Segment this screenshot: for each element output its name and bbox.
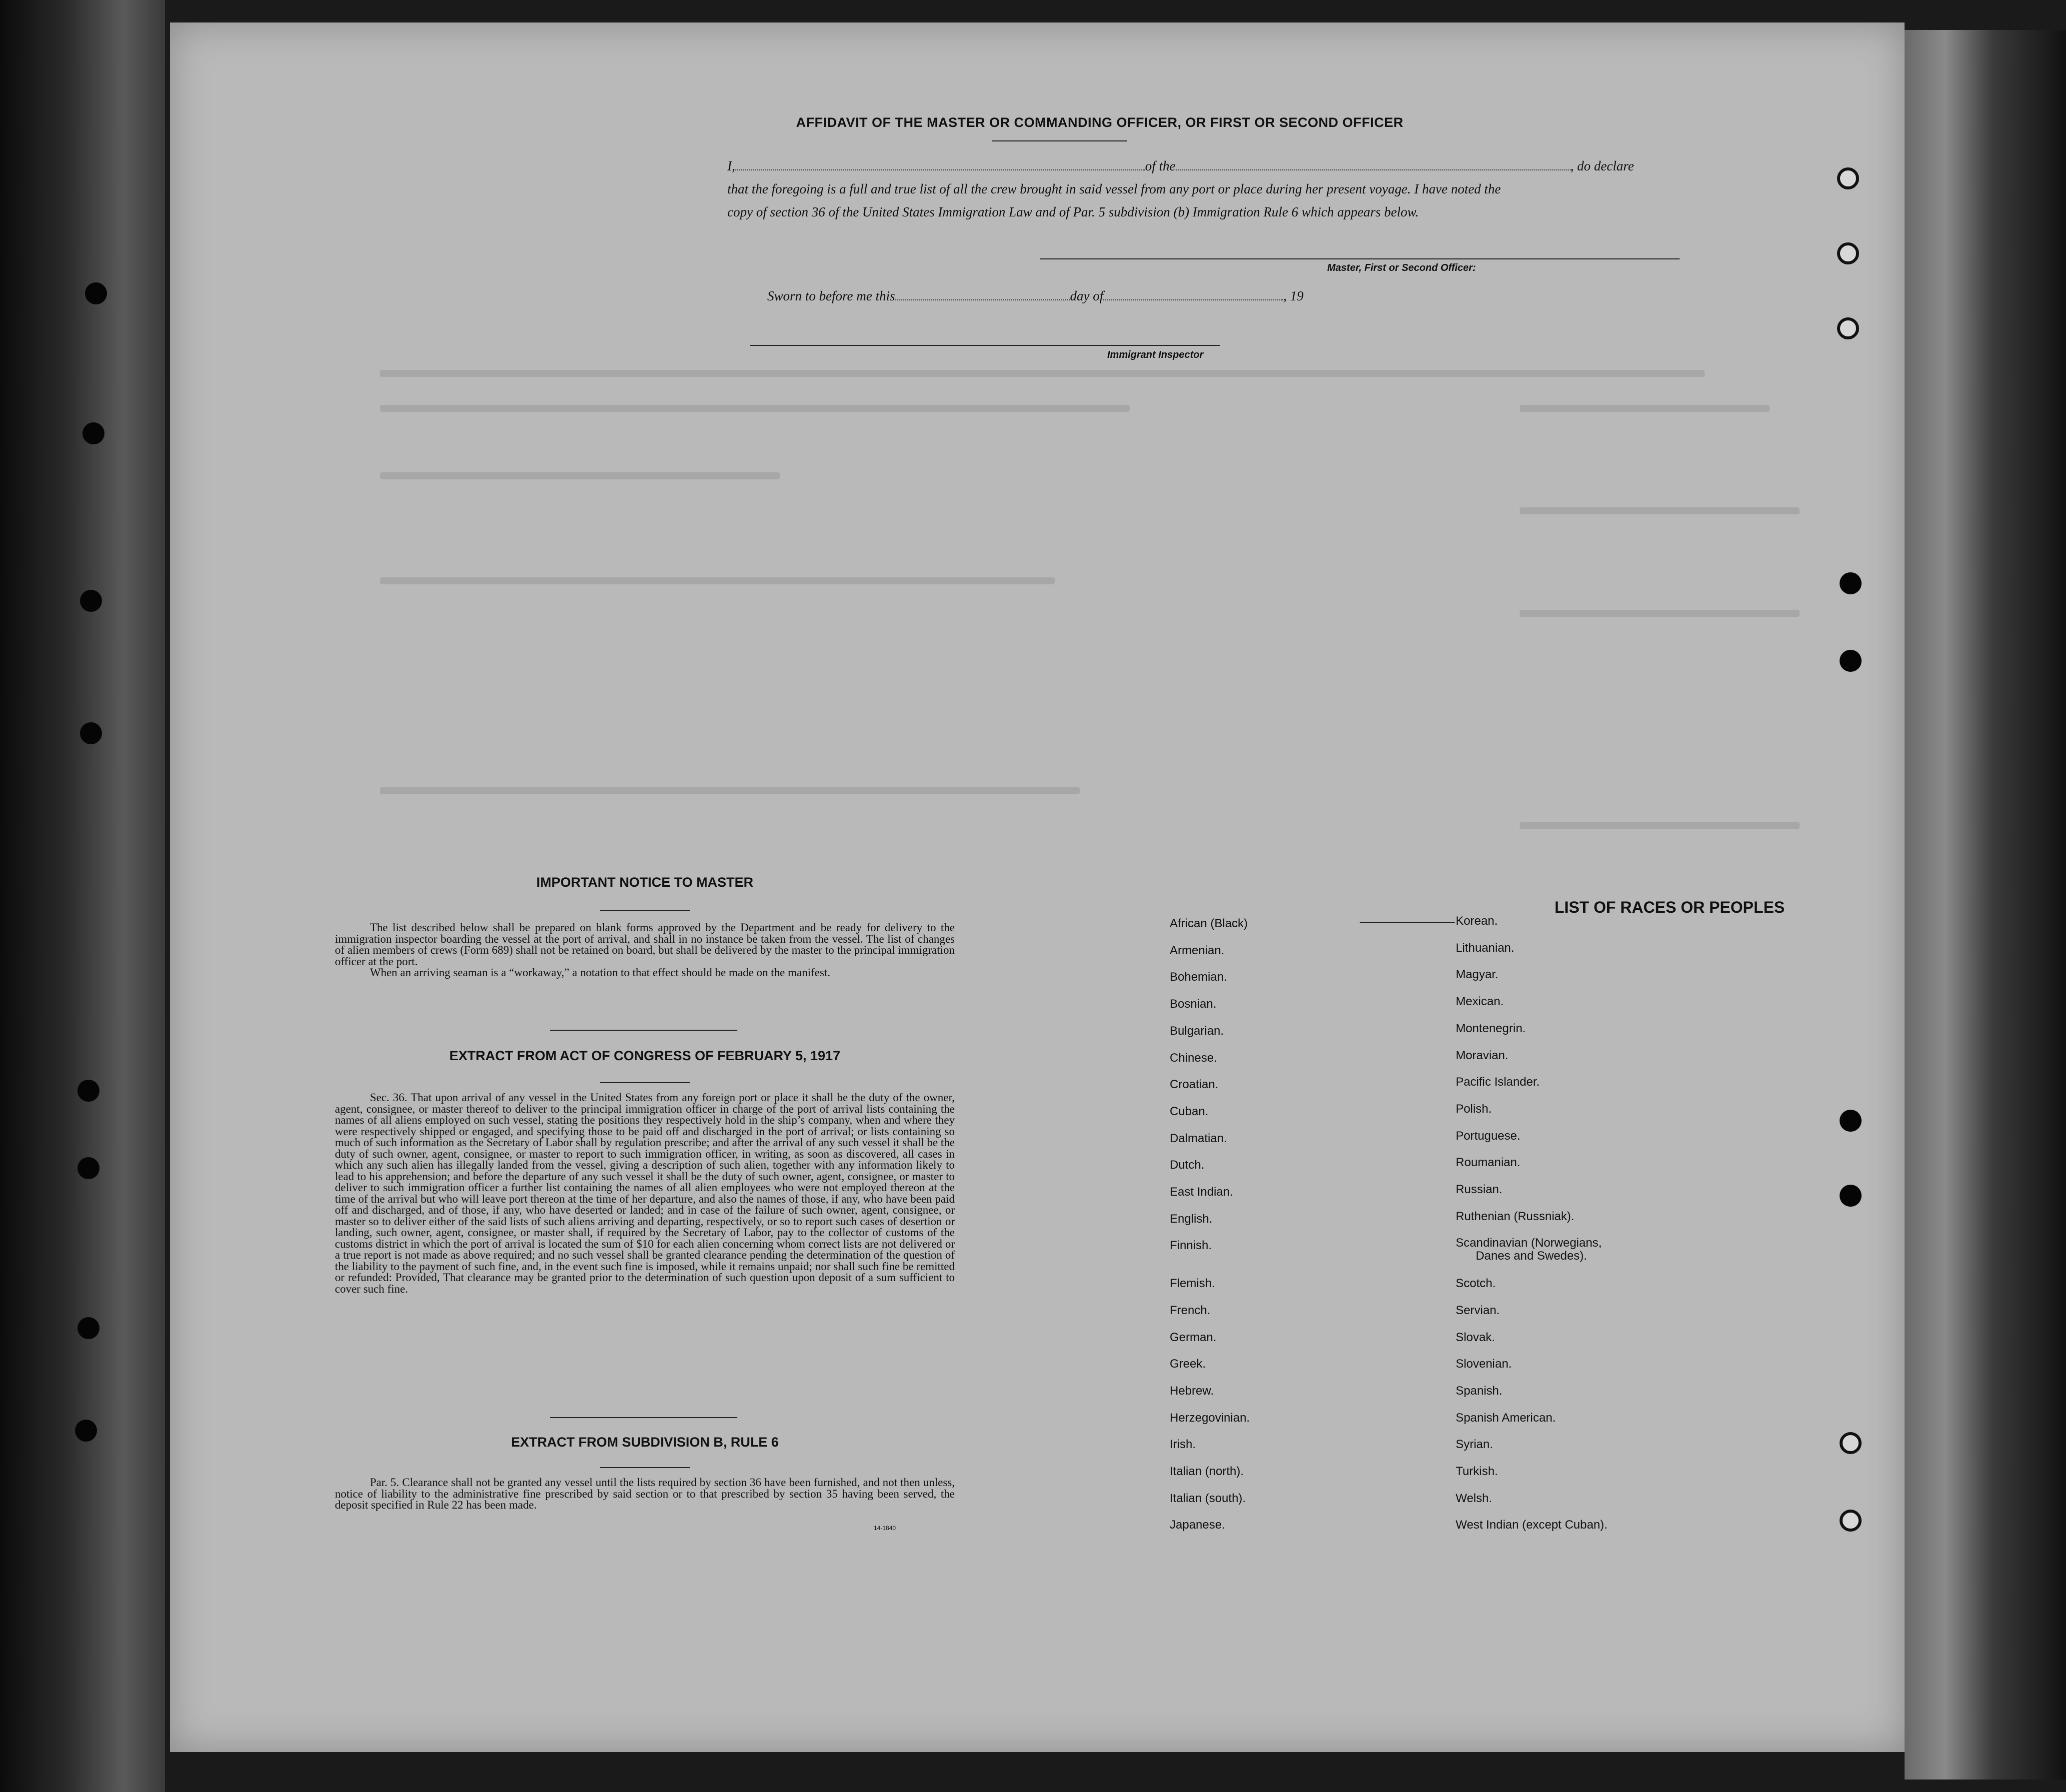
race-item: Bulgarian. — [1170, 1024, 1224, 1038]
punch-hole-icon — [80, 722, 102, 744]
races-title: LIST OF RACES OR PEOPLES — [1554, 898, 1785, 916]
sworn-month-field[interactable] — [1103, 299, 1283, 300]
race-item: Bosnian. — [1170, 997, 1217, 1011]
race-item: Finnish. — [1170, 1239, 1212, 1253]
race-item: West Indian (except Cuban). — [1456, 1518, 1608, 1532]
punch-hole-icon — [1837, 167, 1859, 189]
race-item: Italian (north). — [1170, 1465, 1244, 1478]
rule-extract-body — [335, 1477, 955, 1511]
form-number: 14-1840 — [874, 1525, 896, 1532]
race-item: Chinese. — [1170, 1051, 1217, 1065]
sworn-text: Sworn to before me this — [767, 288, 895, 303]
notice-body — [335, 922, 955, 979]
race-item: Slovak. — [1456, 1330, 1495, 1344]
affidavit-line-2: that the foregoing is a full and true list of all the crew brought in said vessel from any port or place during her present voyage. I have noted the — [727, 181, 1501, 196]
bleed-through-row — [380, 577, 1055, 584]
race-item: Portuguese. — [1456, 1129, 1521, 1143]
race-item: Scandinavian (Norwegians, — [1456, 1236, 1602, 1250]
race-item: Turkish. — [1456, 1465, 1498, 1478]
race-item: Slovenian. — [1456, 1357, 1512, 1371]
race-item: French. — [1170, 1303, 1211, 1317]
punch-hole-icon — [77, 1157, 99, 1179]
race-item: Hebrew. — [1170, 1384, 1214, 1398]
race-item: Greek. — [1170, 1357, 1206, 1371]
bleed-through-row — [380, 787, 1080, 794]
race-item: Armenian. — [1170, 943, 1225, 957]
bleed-through-row — [1520, 610, 1800, 617]
punch-hole-icon — [1840, 1510, 1862, 1532]
punch-hole-icon — [75, 1420, 97, 1442]
master-signature-caption: Master, First or Second Officer: — [1327, 262, 1476, 273]
affidavit-text: I, — [727, 158, 735, 173]
notice-paragraph: When an arriving seaman is a “workaway,” a notation to that effect should be made on the manifest. — [370, 966, 830, 979]
race-item: Irish. — [1170, 1438, 1196, 1452]
vessel-name-field[interactable] — [1176, 169, 1571, 170]
bleed-through-row — [1520, 822, 1800, 829]
scan-border-left — [0, 0, 165, 1792]
notice-title: IMPORTANT NOTICE TO MASTER — [536, 875, 753, 890]
bleed-through-row — [380, 472, 780, 479]
bleed-through-row — [380, 405, 1130, 412]
race-item: Flemish. — [1170, 1277, 1215, 1291]
race-item: Herzegovinian. — [1170, 1411, 1250, 1425]
race-item: Italian (south). — [1170, 1491, 1246, 1505]
divider — [550, 1417, 737, 1418]
race-item: Mexican. — [1456, 995, 1504, 1009]
punch-hole-icon — [80, 590, 102, 612]
race-item: Ruthenian (Russniak). — [1456, 1209, 1575, 1223]
punch-hole-icon — [77, 1317, 99, 1339]
race-item: Magyar. — [1456, 968, 1499, 982]
punch-hole-icon — [1840, 650, 1862, 672]
inspector-signature-line[interactable] — [750, 345, 1220, 346]
race-item: Japanese. — [1170, 1518, 1225, 1532]
divider — [1360, 922, 1455, 923]
race-item: Korean. — [1456, 914, 1498, 928]
race-item: German. — [1170, 1330, 1217, 1344]
race-item: Syrian. — [1456, 1438, 1493, 1452]
race-item: Montenegrin. — [1456, 1021, 1526, 1035]
affidavit-line-1 — [727, 158, 1677, 174]
bleed-through-row — [1520, 405, 1770, 412]
race-item: Lithuanian. — [1456, 941, 1515, 955]
affidavit-text: , do declare — [1570, 158, 1634, 173]
race-item: Danes and Swedes). — [1476, 1249, 1587, 1263]
divider — [992, 140, 1127, 141]
affidavit-text: of the — [1145, 158, 1176, 173]
notice-paragraph: The list described below shall be prepared on blank forms approved by the Department and be ready for delivery to the immigration inspector boarding the vessel at the port of arrival, and shall in no instance be taken from the vessel. The list of changes of alien members of crews (Form 689) shall not be retained on board, but shall be delivered by the master to the principal immigration officer at the port. — [335, 921, 955, 968]
punch-hole-icon — [1840, 1432, 1862, 1454]
race-item: Polish. — [1456, 1102, 1492, 1116]
race-item: Scotch. — [1456, 1277, 1496, 1291]
punch-hole-icon — [82, 422, 104, 444]
sworn-text: day of — [1070, 288, 1104, 303]
race-item: Cuban. — [1170, 1104, 1209, 1118]
act-extract-title: EXTRACT FROM ACT OF CONGRESS OF FEBRUARY 5, 1917 — [449, 1048, 841, 1063]
rule-extract-paragraph: Par. 5. Clearance shall not be granted any vessel until the lists required by section 36 have been furnished, and not then unless, notice of liability to the administrative fine prescribed by said section or to that prescribed by section 35 having been served, the deposit specified in Rule 22 has been made. — [335, 1476, 955, 1511]
inspector-caption: Immigrant Inspector — [1107, 349, 1204, 360]
bleed-through-row — [1520, 507, 1800, 514]
sworn-day-field[interactable] — [895, 299, 1070, 300]
punch-hole-icon — [1840, 1110, 1862, 1132]
sworn-line — [767, 288, 1717, 304]
punch-hole-icon — [85, 282, 107, 304]
act-extract-paragraph: Sec. 36. That upon arrival of any vessel in the United States from any foreign port or place it shall be the duty of the owner, agent, consignee, or master thereof to deliver to the principal immigration officer in charge of the port of arrival lists containing the names of all aliens employed on such vessel, stating the positions they respectively hold in the ship’s company, when and where they were respectively shipped or engaged, and specifying those to be paid off and discharged in the port of arrival; or lists containing so much of such information as the Secretary of Labor shall by regulation prescribe; and after the arrival of any such vessel it shall be the duty of such owner, agent, consignee, or master to report to such immigration officer, in writing, as soon as discovered, all cases in which any such alien has illegally landed from the vessel, giving a description of such alien, together with any information likely to lead to his apprehension; and before the departure of any such vessel it shall be the duty of such owner, agent, consignee, or master to deliver to such immigration officer a further list containing the names of all alien employees who were not employed thereon at the time of the arrival but who will leave port thereon at the time of her departure, and also the names of those, if any, who have been paid off and discharged, and of those, if any, who have deserted or landed; and in case of the failure of such owner, agent, consignee, or master so to deliver either of the said lists of such aliens arriving and departing, respectively, or so to report such cases of desertion or landing, such owner, agent, consignee, or master shall, if required by the Secretary of Labor, pay to the collector of customs of the customs district in which the port of arrival is located the sum of $10 for each alien concerning whom correct lists are not delivered or a true report is not made as above required; and no such vessel shall be granted clearance pending the determination of the question of the liability to the payment of such fine, and, in the event such fine is imposed, while it remains unpaid; nor shall such fine be remitted or refunded: Provided, That clearance may be granted prior to the determination of such question upon deposit of a sum sufficient to cover such fine. — [335, 1091, 955, 1295]
race-item: East Indian. — [1170, 1185, 1233, 1199]
rule-extract-title: EXTRACT FROM SUBDIVISION B, RULE 6 — [511, 1435, 779, 1450]
document-page — [170, 22, 1905, 1752]
race-item: Pacific Islander. — [1456, 1075, 1540, 1089]
race-item: English. — [1170, 1212, 1213, 1226]
divider — [600, 910, 690, 911]
divider — [550, 1030, 737, 1031]
affidavit-title: AFFIDAVIT OF THE MASTER OR COMMANDING OFFICER, OR FIRST OR SECOND OFFICER — [796, 115, 1404, 130]
divider — [600, 1082, 690, 1083]
race-item: Dalmatian. — [1170, 1131, 1227, 1145]
punch-hole-icon — [1840, 572, 1862, 594]
race-item: Croatian. — [1170, 1078, 1219, 1092]
punch-hole-icon — [1837, 317, 1859, 339]
act-extract-body — [335, 1092, 955, 1295]
punch-hole-icon — [1837, 242, 1859, 264]
master-signature-line[interactable] — [1040, 258, 1680, 259]
race-item: Russian. — [1456, 1183, 1503, 1196]
race-item: Roumanian. — [1456, 1156, 1521, 1170]
affidavit-line-3: copy of section 36 of the United States Immigration Law and of Par. 5 subdivision (b) Immigration Rule 6 which appears below. — [727, 204, 1419, 219]
divider — [600, 1467, 690, 1468]
race-item: African (Black) — [1170, 917, 1248, 930]
race-item: Moravian. — [1456, 1048, 1509, 1062]
race-item: Dutch. — [1170, 1158, 1205, 1172]
race-item: Bohemian. — [1170, 970, 1227, 984]
punch-hole-icon — [1840, 1185, 1862, 1207]
race-item: Servian. — [1456, 1303, 1500, 1317]
officer-name-field[interactable] — [735, 169, 1145, 170]
race-item: Spanish American. — [1456, 1411, 1556, 1425]
race-item: Spanish. — [1456, 1384, 1503, 1398]
bleed-through-row — [380, 370, 1705, 377]
punch-hole-icon — [77, 1080, 99, 1102]
sworn-text: , 19 — [1283, 288, 1304, 303]
race-item: Welsh. — [1456, 1491, 1492, 1505]
